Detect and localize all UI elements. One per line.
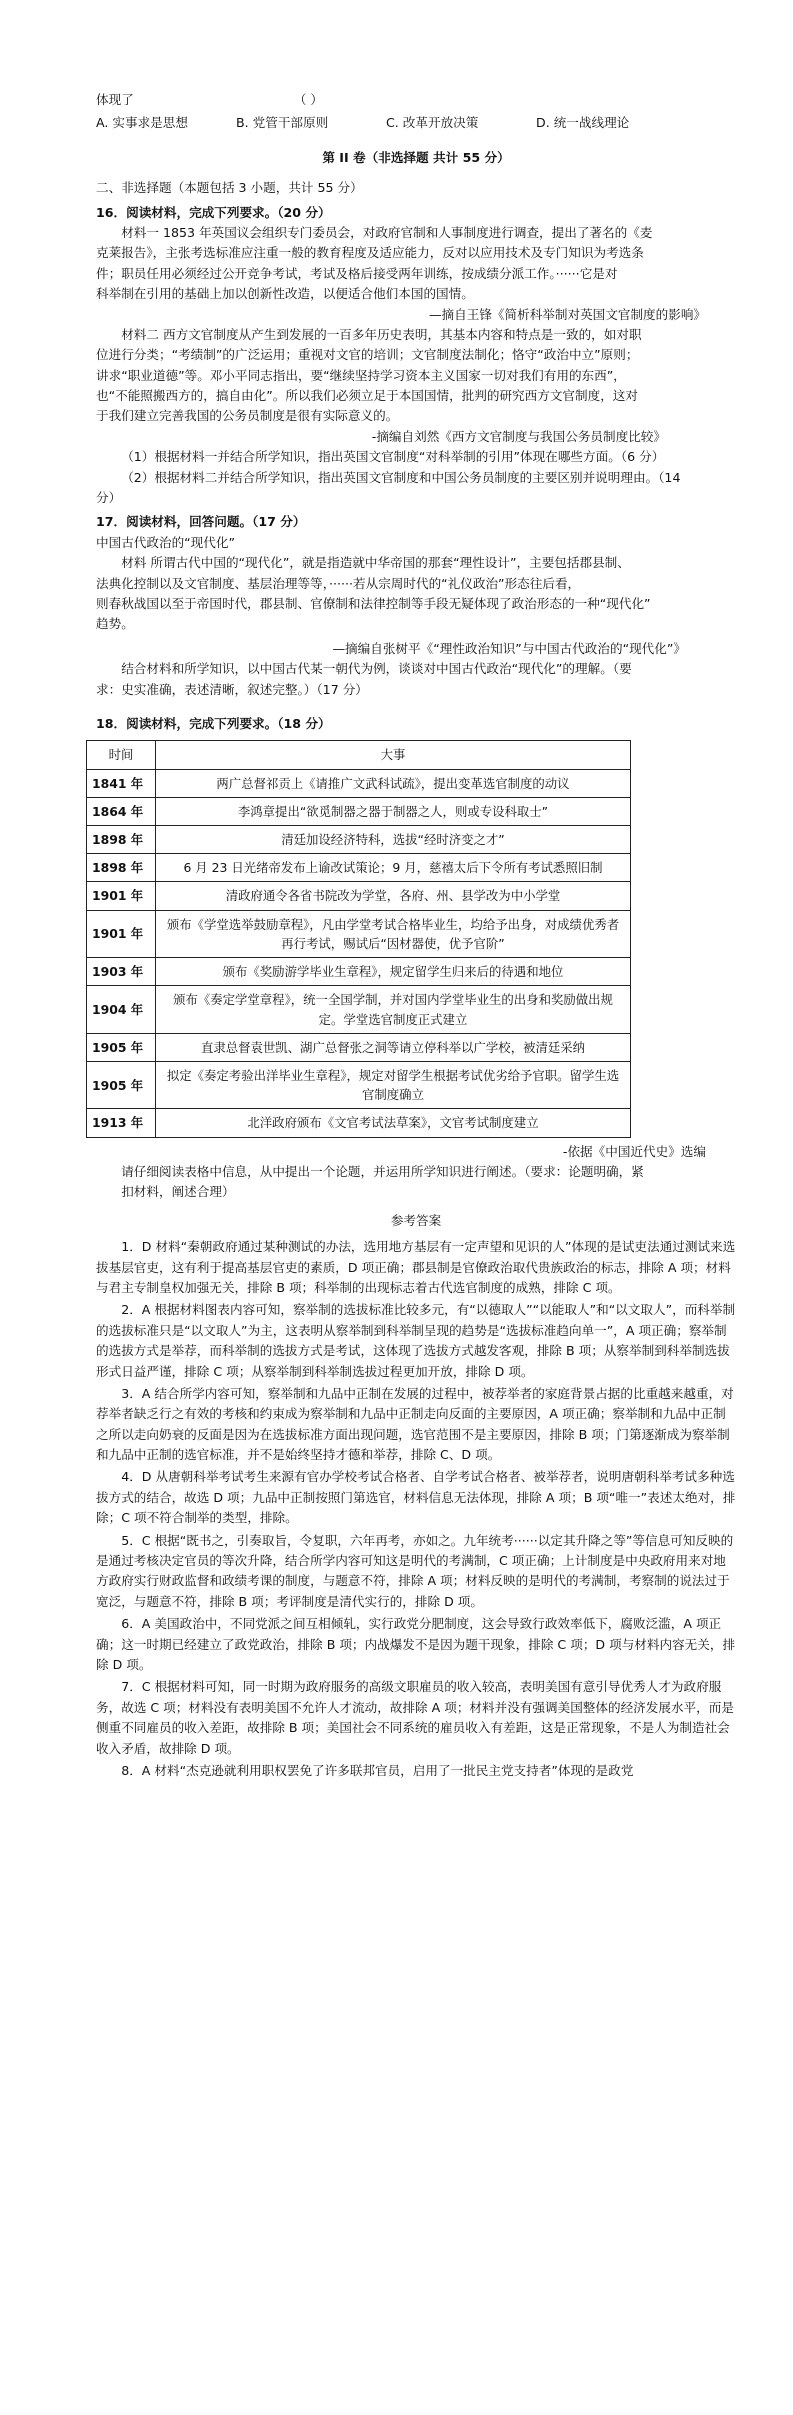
row-event: 直隶总督袁世凯、湖广总督张之洞等请立停科举以广学校，被清廷采纳 — [156, 1033, 631, 1061]
row-year: 1901 年 — [87, 910, 156, 957]
q16-m1-line: 件；职员任用必须经过公开竞争考试，考试及格后接受两年训练，按成绩分派工作。······它是对 — [96, 265, 618, 281]
answer-item: 5．C 根据“既书之，引奏取旨，令复职，六年再考，亦如之。九年统考······以定其升降之等”等信息可知反映的是通过考核决定官员的等次升降，结合所学内容可知这是明代的考满制，C 项正确；上计制度是中央政府用来对地方政府实行财政监督和政绩考课的制度，与题意不符，排除 A 项；材料反映的是明代的考满制，考察制的说法过于宽泛，与题意不符，排除 B 项；考评制度是清代实行的，排除 D 项。 — [96, 1532, 734, 1609]
q17-m-line: 则春秋战国以至于帝国时代，郡县制、官僚制和法律控制等手段无疑体现了政治形态的一种“现代化” — [96, 595, 651, 611]
q18-source: -依据《中国近代史》选编 — [562, 1143, 706, 1159]
header-event: 大事 — [156, 741, 631, 769]
q17-ask: 结合材料和所学知识，以中国古代某一朝代为例，谈谈对中国古代政治“现代化”的理解。（要 — [121, 661, 632, 677]
answer-paren: （ ） — [293, 92, 323, 107]
table-row — [87, 1109, 631, 1137]
option-d: D. 统一战线理论 — [536, 115, 630, 131]
question-stem-tail — [96, 90, 736, 110]
section-title: 第 II 卷（非选择题 共计 55 分） — [322, 149, 510, 165]
q17-m-line: 趋势。 — [96, 616, 134, 632]
q16-m1-line: 材料一 1853 年英国议会组织专门委员会，对政府官制和人事制度进行调查，提出了著名的《麦 — [121, 224, 653, 240]
q16-m2-source: -摘编自刘然《西方文官制度与我国公务员制度比较》 — [371, 428, 666, 444]
row-event: 颁布《奖励游学毕业生章程》，规定留学生归来后的待遇和地位 — [156, 958, 631, 986]
row-event: 颁布《学堂选举鼓励章程》，凡由学堂考试合格毕业生，均给予出身，对成绩优秀者再行考试，赐试后“因材器使，优予官阶” — [156, 910, 631, 957]
answer-item: 2．A 根据材料图表内容可知，察举制的选拔标准比较多元，有“以德取人”“以能取人”和“以文取人”，而科举制的选拔标准只是“以文取人”为主，这表明从察举制到科举制呈现的趋势是“选拔标准趋向单一”，A 项正确；察举制的选拔方式是举荐，而科举制的选拔方式是考试，这体现了选拔方式越发客观，排除 B 项；从察举制到科举制选拔形式日益严谨，排除 C 项；从察举制到科举制选拔过程更加开放，排除 D 项。 — [96, 1302, 736, 1379]
table-header-row — [87, 741, 631, 769]
table-row — [87, 910, 631, 957]
row-year: 1905 年 — [87, 1061, 156, 1108]
table-row — [87, 1061, 631, 1108]
q16-m2-line: 也“不能照搬西方的，搞自由化”。所以我们必须立足于本国国情，批判的研究西方文官制度，这对 — [96, 388, 638, 404]
table-row — [87, 1033, 631, 1061]
answers-title: 参考答案 — [390, 1212, 442, 1228]
q16-material-2 — [96, 325, 736, 427]
row-year: 1904 年 — [87, 986, 156, 1033]
row-event: 清廷加设经济特科，选拔“经时济变之才” — [156, 825, 631, 853]
row-year: 1901 年 — [87, 882, 156, 910]
answers-list — [96, 1237, 736, 1781]
option-a: A. 实事求是思想 — [96, 115, 188, 131]
q17-source: —摘编自张树平《“理性政治知识”与中国古代政治的“现代化”》 — [332, 640, 686, 656]
table-row — [87, 797, 631, 825]
q17-m-line: 材料 所谓古代中国的“现代化”，就是指造就中华帝国的那套“理性设计”，主要包括郡县制、 — [121, 555, 630, 571]
row-event: 6 月 23 日光绪帝发布上谕改试策论；9 月，慈禧太后下令所有考试悉照旧制 — [156, 854, 631, 882]
q16-m2-line: 位进行分类；“考绩制”的广泛运用；重视对文官的培训；文官制度法制化；恪守“政治中立”原则； — [96, 347, 639, 363]
row-year: 1905 年 — [87, 1033, 156, 1061]
q16-ask-1: （1）根据材料一并结合所学知识，指出英国文官制度“对科举制的引用”体现在哪些方面。（6 分） — [121, 449, 665, 465]
q18-ask-cont: 扣材料，阐述合理） — [121, 1184, 235, 1200]
q16-m1-source: —摘自王锋《简析科举制对英国文官制度的影响》 — [428, 306, 706, 322]
answer-item: 8．A 材料“杰克逊就利用职权罢免了许多联邦官员，启用了一批民主党支持者”体现的是政党 — [121, 1762, 634, 1778]
row-event: 颁布《奏定学堂章程》，统一全国学制，并对国内学堂毕业生的出身和奖励做出规定。学堂选官制度正式建立 — [156, 986, 631, 1033]
option-b: B. 党管干部原则 — [236, 115, 329, 131]
row-year: 1864 年 — [87, 797, 156, 825]
q16-m2-line: 讲求“职业道德”等。邓小平同志指出，要“继续坚持学习资本主义国家一切对我们有用的东西”， — [96, 367, 626, 383]
q18-ask: 请仔细阅读表格中信息，从中提出一个论题，并运用所学知识进行阐述。（要求：论题明确，紧 — [121, 1164, 644, 1179]
events-table — [86, 740, 631, 1137]
q16-m2-line: 材料二 西方文官制度从产生到发展的一百多年历史表明，其基本内容和特点是一致的，如对职 — [121, 326, 642, 342]
answer-item: 6．A 美国政治中，不同党派之间互相倾轧，实行政党分肥制度，这会导致行政效率低下，腐败泛滥，A 项正确；这一时期已经建立了政党政治，排除 B 项；内战爆发不是因为题干现象，排除 C 项；D 项与材料内容无关，排除 D 项。 — [96, 1616, 736, 1672]
answer-item: 3．A 结合所学内容可知，察举制和九品中正制在发展的过程中，被荐举者的家庭背景占据的比重越来越重，对荐举者缺乏行之有效的考核和约束成为察举制和九品中正制走向反面的主要原因，A 项正确；察举制和九品中正制之所以走向奶衰的反面是因为在选拔标准方面出现问题，选官范围不是主要原因，排除 B 项；门第逐渐成为察举制和九品中正制的选官标准，并不是始终坚持才德和举荐，排除 C、D 项。 — [96, 1385, 734, 1463]
document-content — [92, 90, 736, 1783]
q16-title: 16．阅读材料，完成下列要求。（20 分） — [96, 204, 331, 220]
section-header: 二、非选择题（本题包括 3 小题，共计 55 分） — [96, 180, 363, 196]
answer-item: 1．D 材料“秦朝政府通过某种测试的办法，选用地方基层有一定声望和见识的人”体现的是试吏法通过测试来选拔基层官吏，这有利于提高基层官吏的素质，D 项正确；郡县制是官僚政治取代贵族政治的标志，排除 A 项；材料与君主专制皇权加强无关，排除 B 项；科举制的出现标志着古代选官制度的成熟，排除 C 项。 — [96, 1239, 736, 1295]
table-row — [87, 958, 631, 986]
row-year: 1913 年 — [87, 1109, 156, 1137]
q17-title: 17．阅读材料，回答问题。（17 分） — [96, 514, 306, 530]
q16-m1-line: 科举制在引用的基础上加以创新性改造，以便适合他们本国的国情。 — [96, 286, 474, 302]
row-event: 拟定《奏定考验出洋毕业生章程》，规定对留学生根据考试优劣给予官职。留学生选官制度确立 — [156, 1061, 631, 1108]
q16-material-1 — [96, 223, 736, 305]
q18-title: 18．阅读材料，完成下列要求。（18 分） — [96, 715, 331, 731]
option-c: C. 改革开放决策 — [386, 115, 479, 131]
row-event: 北洋政府颁布《文官考试法草案》，文官考试制度建立 — [156, 1109, 631, 1137]
row-year: 1898 年 — [87, 854, 156, 882]
q16-m2-line: 于我们建立完善我国的公务员制度是很有实际意义的。 — [96, 408, 399, 424]
table-row — [87, 882, 631, 910]
row-event: 李鸿章提出“欲觅制器之器于制器之人，则或专设科取士” — [156, 797, 631, 825]
q17-m-line: 法典化控制以及文官制度、基层治理等等，······若从宗周时代的“礼仪政治”形态往后看， — [96, 575, 581, 591]
q16-ask-2: （2）根据材料二并结合所学知识，指出英国文官制度和中国公务员制度的主要区别并说明理由。（14 — [121, 469, 681, 485]
answer-options — [96, 113, 736, 133]
q17-ask-cont: 求：史实准确，表述清晰，叙述完整。）（17 分） — [96, 681, 368, 697]
row-year: 1841 年 — [87, 769, 156, 797]
table-row — [87, 769, 631, 797]
answer-item: 4．D 从唐朝科举考试考生来源有官办学校考试合格者、自学考试合格者、被举荐者，说明唐朝科举考试多种选拔方式的结合，故选 D 项；九品中正制按照门第选官，材料信息无法体现，排除 A 项；B 项“唯一”表述太绝对，排除；C 项不符合制举的类型，排除。 — [96, 1469, 736, 1526]
answer-item: 7．C 根据材料可知，同一时期为政府服务的高级文职雇员的收入较高，表明美国有意引导优秀人才为政府服务，故选 C 项；材料没有表明美国不允许人才流动，故排除 A 项；材料并没有强调美国整体的经济发展水平，而是侧重不同雇员的收入差距，故排除 B 项；美国社会不同系统的雇员收入有差距，这是正常现象，不是人为制造社会收入矛盾，故排除 D 项。 — [96, 1679, 734, 1756]
q17-material — [96, 553, 736, 635]
q16-m1-line: 克莱报告》，主张考选标准应注重一般的教育程度及适应能力，反对以应用技术及专门知识为考选条 — [96, 245, 644, 261]
q17-subtitle: 中国古代政治的“现代化” — [96, 534, 235, 550]
row-event: 两广总督祁贡上《请推广文武科试疏》，提出变革选官制度的动议 — [156, 769, 631, 797]
table-row — [87, 986, 631, 1033]
header-time: 时间 — [87, 741, 156, 769]
q16-ask-2-cont: 分） — [96, 490, 122, 506]
table-row — [87, 825, 631, 853]
row-year: 1903 年 — [87, 958, 156, 986]
table-row — [87, 854, 631, 882]
stem-text: 体现了 — [96, 92, 134, 107]
row-year: 1898 年 — [87, 825, 156, 853]
row-event: 清政府通令各省书院改为学堂，各府、州、县学改为中小学堂 — [156, 882, 631, 910]
